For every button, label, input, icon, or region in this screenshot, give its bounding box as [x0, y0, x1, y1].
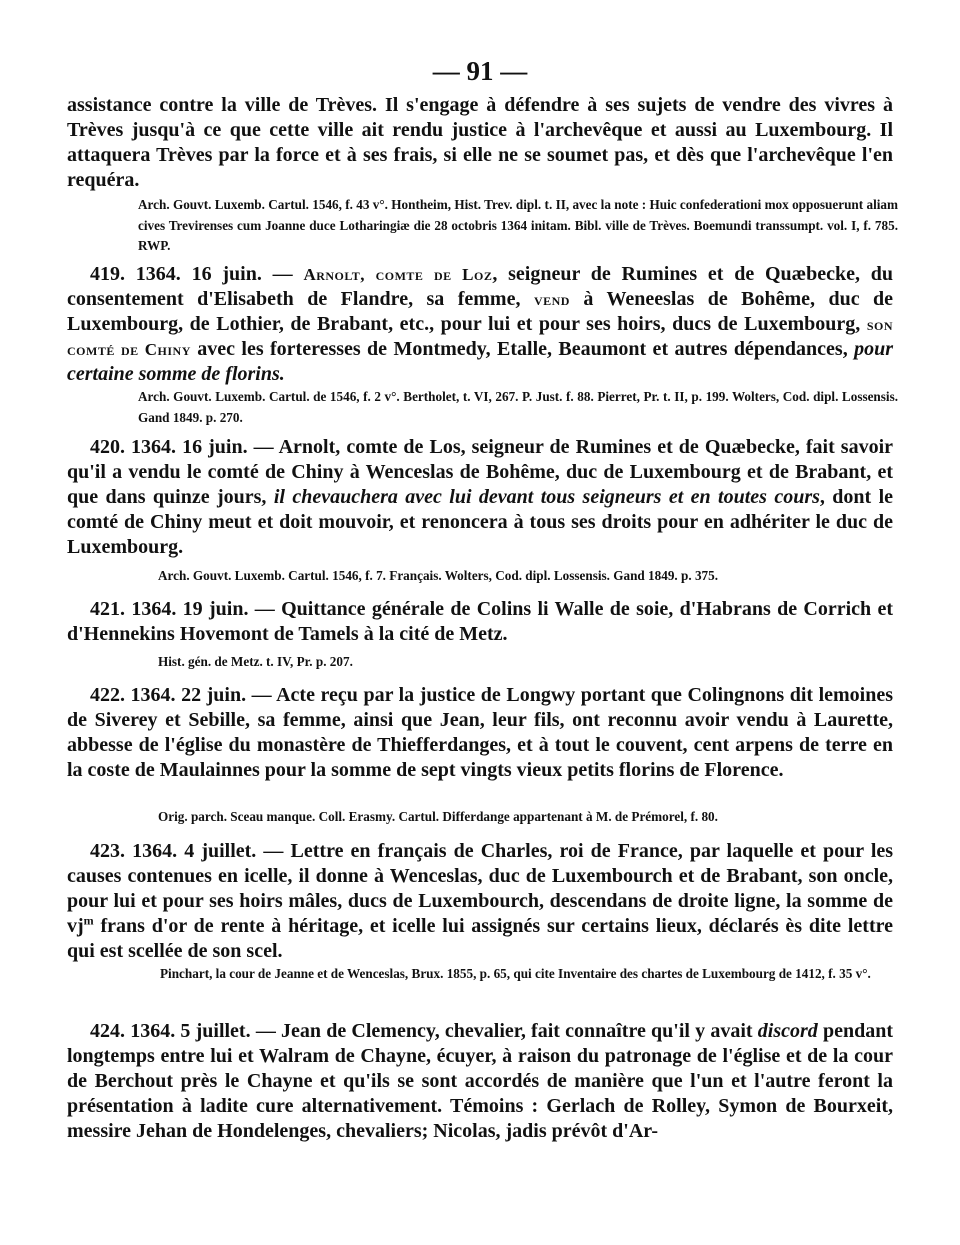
entry-actor: Arnolt, comte de Loz [303, 265, 493, 284]
entry-419 [67, 262, 893, 387]
entry-dash: — [263, 840, 284, 862]
entry-421 [67, 597, 893, 647]
entry-dash: — [251, 684, 272, 706]
entry-text: frans d'or de rente à héritage, et icelle lui assignés sur certains lieux, déclarés ès dite lettre qui est scellée de son scel. [67, 915, 893, 962]
entry-text: , dont le comté de Chiny meut et doit mouvoir, et renoncera à tous ses droits pour en adhériter le duc de Luxembourg. [67, 486, 894, 558]
entry-420-source: Arch. Gouvt. Luxemb. Cartul. 1546, f. 7. Français. Wolters, Cod. dipl. Lossensis. Gand 1849. p. 375. [158, 568, 719, 583]
entry-text: Jean de Clemency, chevalier, fait connaître qu'il y avait [281, 1020, 753, 1042]
entry-number: 421. [90, 598, 125, 620]
entry-dash: — [254, 598, 275, 620]
entry-italic: il chevauchera avec lui devant tous seigneurs et en toutes cours [273, 486, 820, 508]
entry-action: vend [533, 290, 570, 309]
entry-text: , seigneur de Rumines et de Quæbecke, du consentement d'Elisabeth de Flandre, sa femme, [67, 263, 894, 310]
entry-421-source: Hist. gén. de Metz. t. IV, Pr. p. 207. [158, 654, 353, 669]
entry-424 [67, 1019, 893, 1144]
entry-date: 19 juin. [182, 598, 249, 620]
entry-423-source: Pinchart, la cour de Jeanne et de Wenceslas, Brux. 1855, p. 65, qui cite Inventaire des chartes de Luxembourg de 1412, f. 35 v°. [160, 966, 871, 981]
entry-dash: — [272, 263, 293, 285]
entry-date: 22 juin. [181, 684, 247, 706]
intro-paragraph: assistance contre la ville de Trèves. Il s'engage à défendre à ses sujets de vendre des vivres à Trèves jusqu'à ce que cette ville ait rendu justice à l'archevêque et aussi au Luxembourg. Il attaquera Trèves par la force et à ses frais, si elle ne se soumet pas, et dès que l'archevêque l'en requéra. [67, 94, 893, 191]
entry-text: Acte reçu par la justice de Longwy portant que Colingnons dit lemoines de Siverey et Sebille, sa femme, ainsi que Jean, leur fils, ont reconnu avoir vendu à Laurette, abbesse de l'église du monastère de Thiefferdanges, et à tout le couvent, cent arpens de terre en la coste de Maulainnes pour la somme de sept vingts vieux petits florins de Florence. [67, 684, 894, 781]
entry-number: 420. [90, 436, 125, 458]
entry-italic: discord [757, 1020, 818, 1042]
entry-year: 1364. [135, 263, 181, 285]
entry-number: 422. [90, 684, 125, 706]
entry-year: 1364. [130, 684, 176, 706]
entry-superscript: m [83, 913, 94, 928]
entry-text: avec les forteresses de Montmedy, Etalle, Beaumont et autres dépendances, [197, 338, 848, 360]
entry-text: Arnolt, comte de Los, seigneur de Rumines et de Quæbecke, fait savoir qu'il a vendu le comté de Chiny à Wenceslas de Bohême, duc de Luxembourg et de Brabant, et que dans quinze jours, [67, 436, 894, 508]
entry-text: Lettre en français de Charles, roi de France, par laquelle et pour les causes contenues en icelle, il donne à Wenceslas, duc de Luxembourch et de Brabant, son oncle, pour lui et pour ses hoirs mâles, ducs de Luxembourch, descendans de droite ligne, la somme de vj [67, 840, 894, 937]
entry-419-source: Arch. Gouvt. Luxemb. Cartul. de 1546, f. 2 v°. Bertholet, t. VI, 267. P. Just. f. 88. Pierret, Pr. t. II, p. 199. Wolters, Cod. dipl. Lossensis. Gand 1849. p. 270. [138, 389, 898, 425]
entry-date: 16 juin. [191, 263, 262, 285]
entry-date: 5 juillet. [180, 1020, 251, 1042]
entry-422-source: Orig. parch. Sceau manque. Coll. Erasmy. Cartul. Differdange appartenant à M. de Prémorel, f. 80. [158, 809, 718, 824]
intro-source: Arch. Gouvt. Luxemb. Cartul. 1546, f. 43 v°. Hontheim, Hist. Trev. dipl. t. II, avec la note : Huic confederationi mox opposuerunt aliam cives Trevirenses cum Joanne duce Lotharingiæ die 28 octobris 1364 initam. Bibl. ville de Trèves. Boemundi transsumpt. vol. I, f. 785. RWP. [138, 197, 898, 253]
entry-422 [67, 683, 893, 783]
entry-date: 4 juillet. [184, 840, 257, 862]
entry-year: 1364. [130, 1020, 176, 1042]
entry-object: son comté de Chiny [67, 315, 893, 359]
entry-text: pendant longtemps entre lui et Walram de Chayne, écuyer, à raison du patronage de l'église et de la cour de Berchout près le Chayne et qu'ils se sont accordés de manière que l'un et l'autre feront la présentation à ladite cure alternativement. Témoins : Gerlach de Rolley, Symon de Bourxeit, messire Jehan de Hondelenges, chevaliers; Nicolas, jadis prévôt d'Ar- [67, 1020, 894, 1142]
entry-number: 419. [90, 263, 125, 285]
entry-dash: — [255, 1020, 276, 1042]
entry-number: 423. [90, 840, 125, 862]
entry-date: 16 juin. [182, 436, 248, 458]
entry-year: 1364. [131, 598, 177, 620]
entry-number: 424. [90, 1020, 125, 1042]
entry-year: 1364. [132, 840, 178, 862]
entry-dash: — [253, 436, 274, 458]
entry-text: Quittance générale de Colins li Walle de soie, d'Habrans de Corrich et d'Hennekins Hovemont de Tamels à la cité de Metz. [67, 598, 894, 645]
entry-423 [67, 839, 893, 964]
entry-italic: pour certaine somme de florins. [67, 338, 894, 385]
entry-420 [67, 435, 893, 560]
entry-year: 1364. [131, 436, 177, 458]
entry-text: à Weneeslas de Bohême, duc de Luxembourg, de Lothier, de Brabant, etc., pour lui et pour ses hoirs, ducs de Luxembourg, [67, 288, 894, 335]
page-number: — 91 — [432, 56, 528, 86]
